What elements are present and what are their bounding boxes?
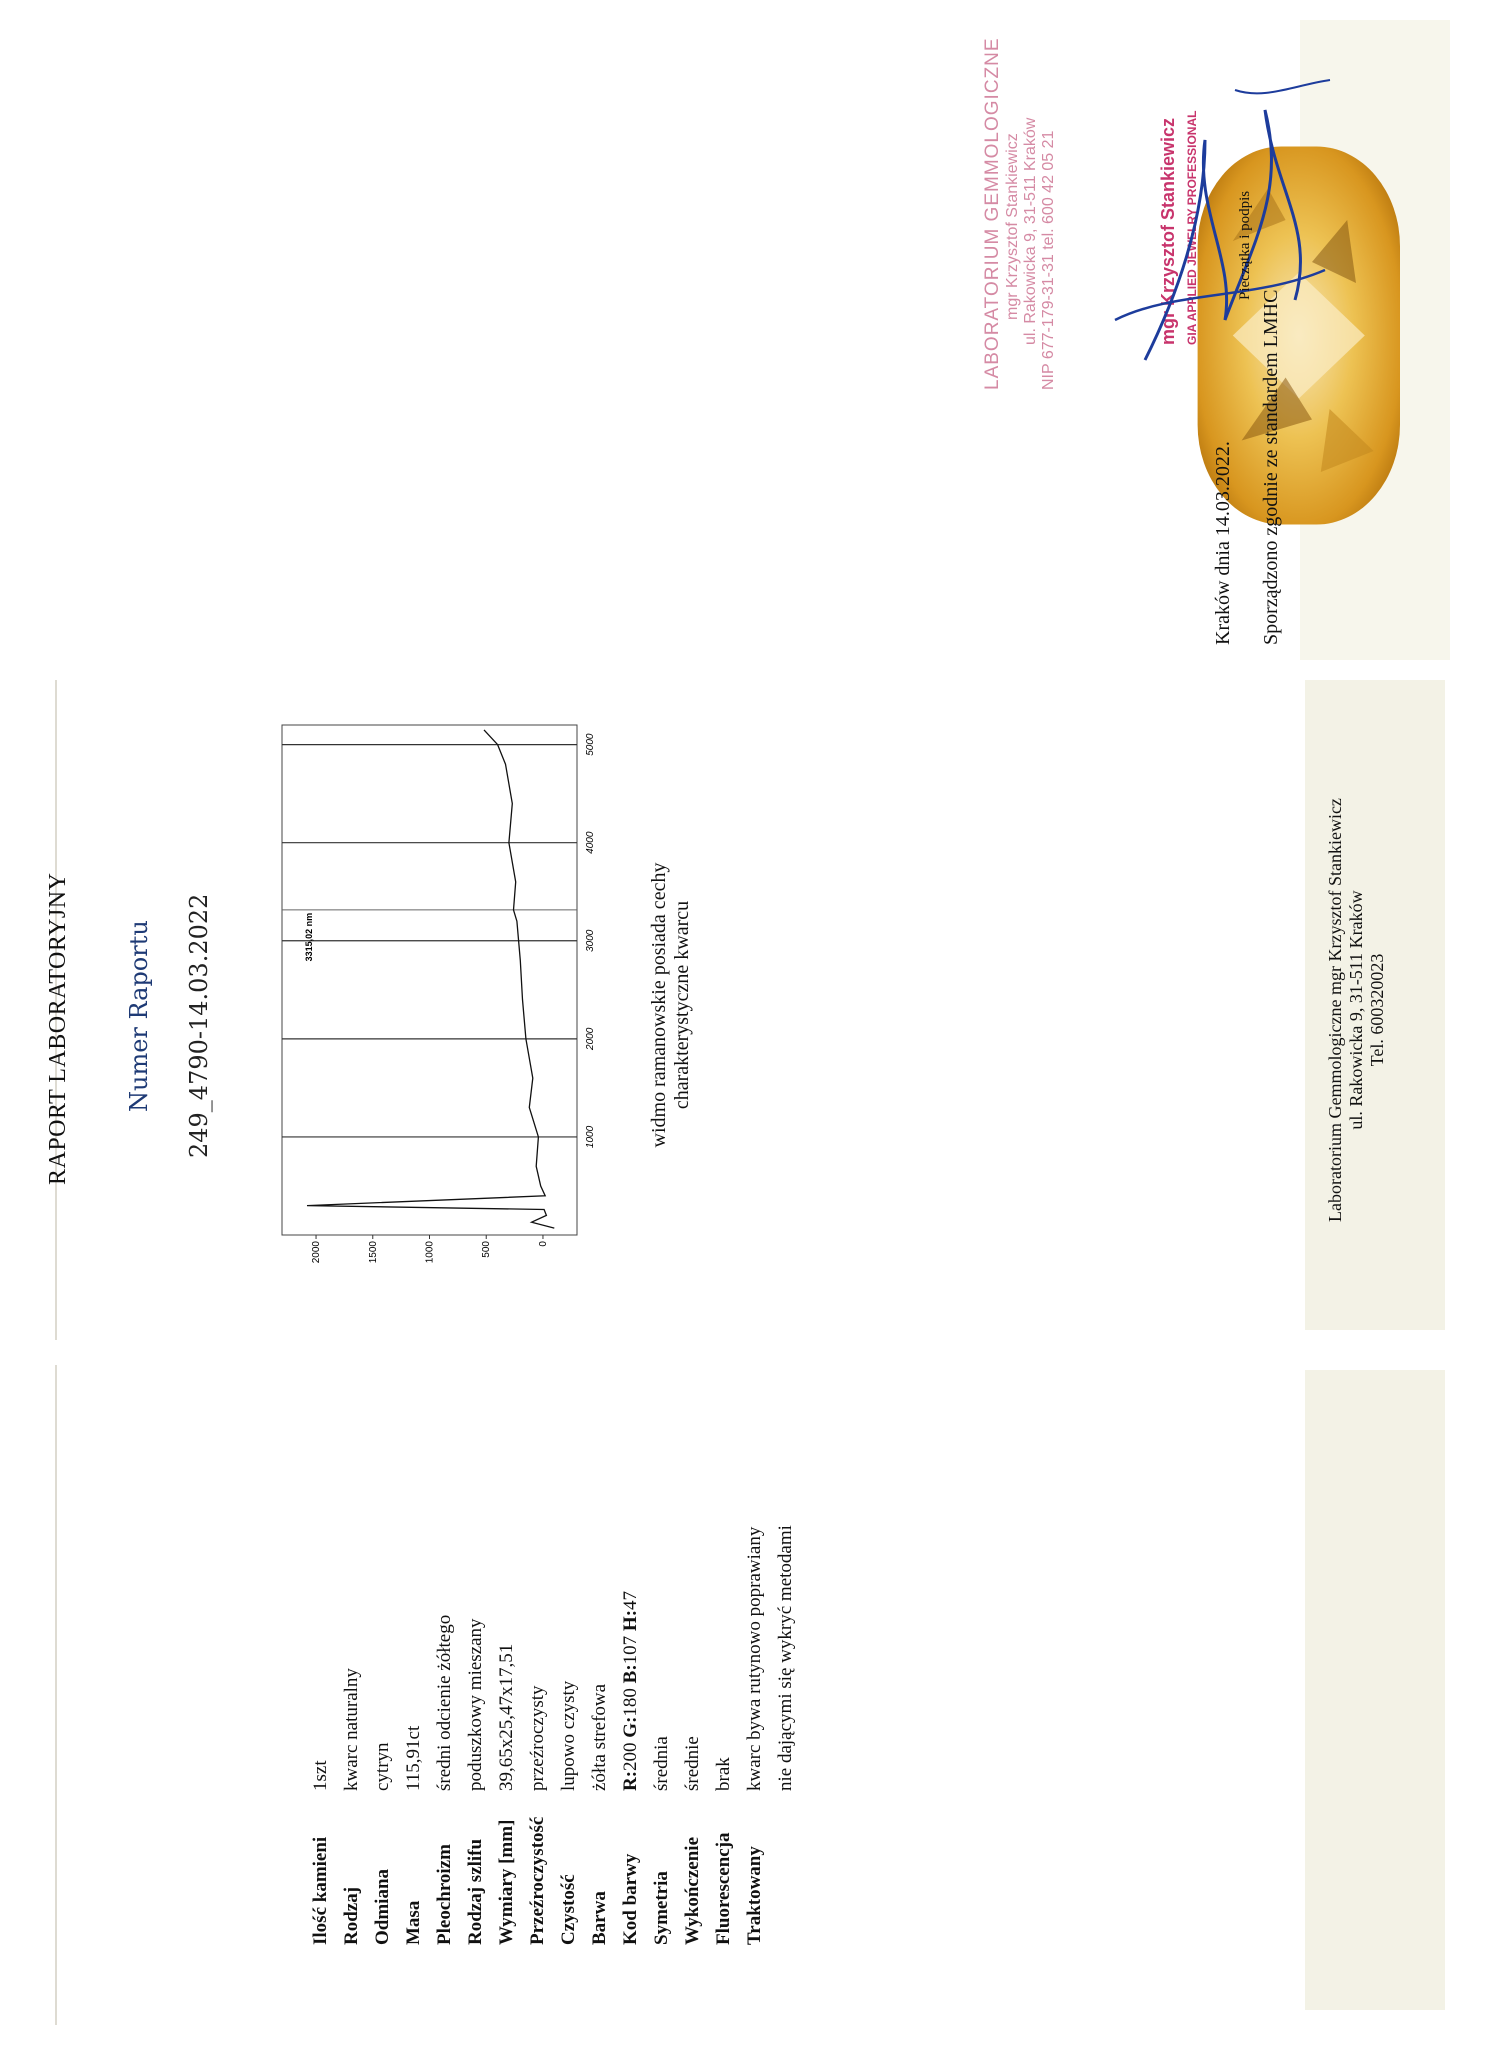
- spec-row: [620, 1265, 651, 1945]
- spec-value: żółta strefowa: [589, 1683, 610, 1791]
- fold-line-1: [55, 1365, 57, 2025]
- spec-value: kwarc naturalny: [341, 1668, 362, 1791]
- x-tick-label: 2000: [585, 1027, 596, 1050]
- color-g-value: 180: [620, 1688, 641, 1717]
- x-tick-label: 4000: [585, 831, 596, 854]
- color-h-value: 47: [620, 1590, 641, 1610]
- spec-row: [465, 1265, 496, 1945]
- spec-value: lupowo czysty: [558, 1680, 579, 1791]
- standard-line: Sporządzono zgodnie ze standardem LMHC: [1260, 289, 1282, 645]
- signature-date-line: Kraków dnia 14.03.2022.: [1212, 441, 1234, 645]
- spec-label: Czystość: [558, 1874, 579, 1945]
- name-stamp-line-2: GIA APPLIED JEWELRY PROFESSIONAL: [1185, 110, 1199, 345]
- spec-row: [341, 1265, 372, 1945]
- y-tick-label: 1500: [367, 1241, 379, 1264]
- lab-footer-address: ul. Rakowicka 9, 31-511 Kraków: [1346, 890, 1366, 1130]
- lab-footer: [1325, 730, 1388, 1290]
- spec-label: Wymiary [mm]: [496, 1819, 517, 1945]
- color-h-label: H:: [620, 1609, 641, 1632]
- y-tick-label: 0: [537, 1241, 549, 1247]
- report-number-label: Numer Raportu: [125, 920, 153, 1112]
- spectrum-line: [307, 730, 554, 1228]
- spec-row: [713, 1265, 744, 1945]
- peak-label: 3315,02 nm: [304, 912, 314, 962]
- chart-frame: [282, 725, 577, 1235]
- report-title: RAPORT LABORATORYJNY: [45, 872, 71, 1185]
- spec-row: [372, 1265, 403, 1945]
- spectrum-caption-line-2: charakterystyczne kwarcu: [671, 900, 693, 1110]
- spec-row: [496, 1265, 527, 1945]
- spec-row: [434, 1265, 465, 1945]
- spec-label: Ilość kamieni: [310, 1836, 331, 1945]
- y-tick-label: 2000: [311, 1241, 323, 1264]
- spec-label: Pleochroizm: [434, 1844, 455, 1945]
- spec-row: [744, 1265, 775, 1945]
- spec-value: średni odcienie żółtego: [434, 1614, 455, 1791]
- report-number-value: 249_4790-14.03.2022: [185, 893, 213, 1158]
- x-tick-label: 5000: [585, 733, 596, 756]
- laboratory-stamp: [982, 37, 1058, 390]
- y-tick-label: 1000: [424, 1241, 436, 1264]
- spec-value: przeźroczysty: [527, 1685, 548, 1791]
- spec-value: 115,91ct: [403, 1725, 424, 1791]
- spec-row: [403, 1265, 434, 1945]
- stamp-line-4: NIP 677-179-31-31 tel. 600 42 05 21: [1040, 130, 1057, 390]
- spec-label: Przeźroczystość: [527, 1816, 548, 1945]
- stamp-caption: Pieczątka i podpis: [1237, 190, 1253, 300]
- spec-row: [682, 1265, 713, 1945]
- spec-row: [589, 1265, 620, 1945]
- raman-chart: [272, 715, 612, 1275]
- left-panel-strip: [1305, 1370, 1445, 2010]
- stamp-line-3: ul. Rakowicka 9, 31-511 Kraków: [1022, 117, 1039, 345]
- spec-label: Traktowany: [744, 1846, 765, 1945]
- spec-label: Symetria: [651, 1871, 672, 1945]
- color-r-label: R:: [620, 1770, 641, 1791]
- color-b-label: B:: [620, 1664, 641, 1684]
- spectrum-caption: [648, 825, 694, 1185]
- lab-footer-phone: Tel. 600320023: [1367, 953, 1387, 1067]
- spec-row: [558, 1265, 589, 1945]
- spec-label: Wykończenie: [682, 1836, 703, 1945]
- raman-chart-svg: [272, 715, 612, 1275]
- x-tick-label: 1000: [585, 1125, 596, 1149]
- x-tick-label: 3000: [585, 929, 596, 952]
- stamp-line-2: mgr Krzysztof Stankiewicz: [1004, 133, 1021, 320]
- spec-value: kwarc bywa rutynowo poprawiany: [744, 1526, 765, 1791]
- lab-footer-name: Laboratorium Gemmologiczne mgr Krzysztof Stankiewicz: [1325, 798, 1345, 1222]
- color-b-value: 107: [620, 1635, 641, 1665]
- spec-row: [310, 1265, 341, 1945]
- spec-label: Masa: [403, 1900, 424, 1945]
- specs-table: [310, 1265, 806, 1945]
- spec-row: [775, 1265, 806, 1945]
- spec-row: [527, 1265, 558, 1945]
- spec-value: średnia: [651, 1736, 672, 1791]
- spec-value: nie dającymi się wykryć metodami: [775, 1525, 796, 1791]
- spec-label: Kod barwy: [620, 1853, 641, 1945]
- color-r-value: 200: [620, 1742, 641, 1771]
- spec-value: cytryn: [372, 1742, 393, 1791]
- spectrum-caption-line-1: widmo ramanowskie posiada cechy: [648, 862, 670, 1148]
- spec-value: 1szt: [310, 1760, 331, 1791]
- spec-label: Rodzaj szlifu: [465, 1838, 486, 1945]
- color-g-label: G:: [620, 1716, 641, 1738]
- name-stamp-line-1: mgr Krzysztof Stankiewicz: [1158, 117, 1178, 345]
- spec-label: Barwa: [589, 1891, 610, 1945]
- spec-row: [651, 1265, 682, 1945]
- y-tick-label: 500: [481, 1241, 493, 1258]
- spec-value: brak: [713, 1757, 734, 1791]
- spec-value: 39,65x25,47x17,51: [496, 1643, 517, 1791]
- color-code-value: [620, 1591, 642, 1791]
- handwritten-signature: [1085, 70, 1345, 390]
- spec-value: poduszkowy mieszany: [465, 1618, 486, 1791]
- spec-value: średnie: [682, 1736, 703, 1791]
- spec-label: Rodzaj: [341, 1886, 362, 1945]
- spec-label: Fluorescencja: [713, 1832, 734, 1945]
- stamp-line-1: LABORATORIUM GEMMOLOGICZNE: [982, 37, 1003, 390]
- spec-label: Odmiana: [372, 1868, 393, 1945]
